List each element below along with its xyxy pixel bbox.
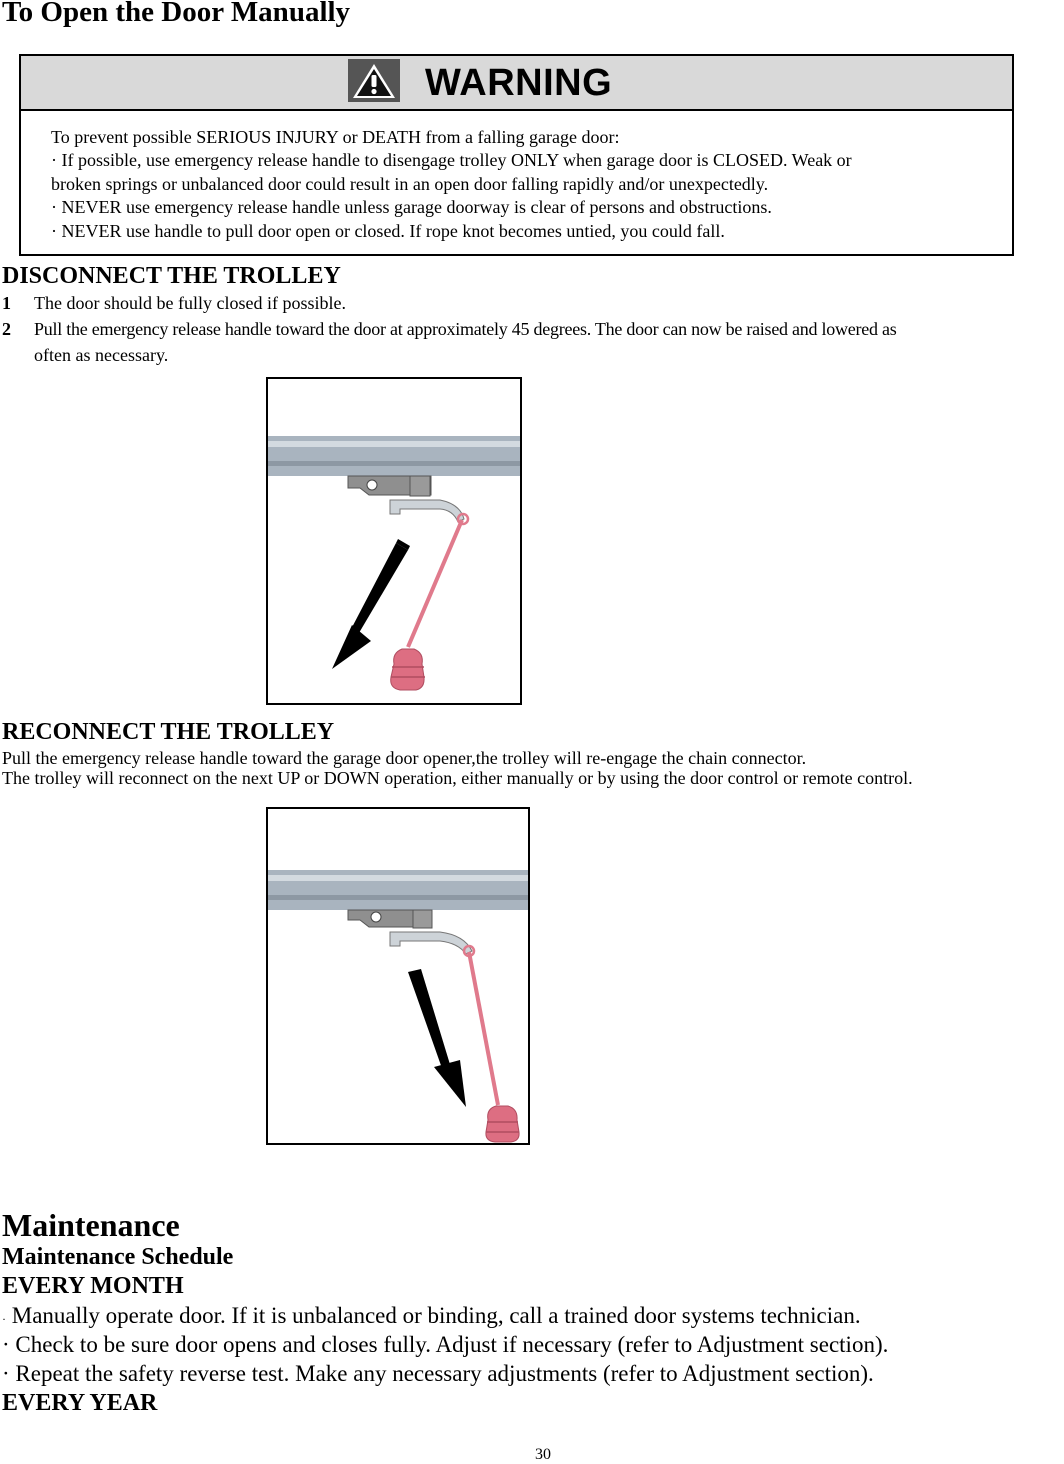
warning-line: · NEVER use emergency release handle unless garage doorway is clear of persons and obstructions. (51, 197, 772, 218)
reconnect-line: The trolley will reconnect on the next UP or DOWN operation, either manually or by using the door control or remote control. (2, 768, 913, 788)
step-2 (2, 319, 1064, 343)
warning-line: · If possible, use emergency release handle to disengage trolley ONLY when garage door is CLOSED. Weak or (51, 150, 852, 171)
page-number: 30 (535, 1446, 551, 1463)
list-item-text: Repeat the safety reverse test. Make any necessary adjustments (refer to Adjustment section). (9, 1361, 874, 1386)
step-text: The door should be fully closed if possible. (34, 293, 346, 313)
step-number: 1 (2, 293, 11, 313)
disconnect-heading: DISCONNECT THE TROLLEY (2, 263, 341, 289)
maintenance-schedule-heading: Maintenance Schedule (2, 1244, 234, 1270)
warning-box (19, 54, 1014, 256)
step-1 (2, 293, 1064, 317)
bullet: · (2, 1361, 10, 1386)
bullet: · (2, 1312, 6, 1326)
list-item (2, 1361, 874, 1387)
warning-header (21, 56, 1012, 111)
every-year-heading: EVERY YEAR (2, 1390, 158, 1416)
maintenance-heading: Maintenance (2, 1207, 180, 1243)
reconnect-line: Pull the emergency release handle toward the garage door opener,the trolley will re-engage the chain connector. (2, 748, 807, 768)
bullet: · (2, 1332, 10, 1357)
reconnect-illustration (266, 807, 530, 1145)
list-item-text: Check to be sure door opens and closes fully. Adjust if necessary (refer to Adjustment section). (9, 1332, 889, 1357)
list-item (2, 1332, 888, 1358)
reconnect-heading: RECONNECT THE TROLLEY (2, 719, 335, 745)
every-month-heading: EVERY MONTH (2, 1273, 184, 1299)
page-title: To Open the Door Manually (2, 0, 351, 28)
warning-title: WARNING (425, 62, 613, 104)
disconnect-illustration (266, 377, 522, 705)
step-number: 2 (2, 319, 11, 339)
list-item (2, 1303, 861, 1329)
warning-text (51, 126, 1001, 243)
list-item-text: Manually operate door. If it is unbalanced or binding, call a trained door systems technician. (6, 1303, 861, 1328)
step-text: Pull the emergency release handle toward the door at approximately 45 degrees. The door can now be raised and lowered as (34, 319, 897, 339)
warning-line: · NEVER use handle to pull door open or closed. If rope knot becomes untied, you could fall. (51, 220, 725, 241)
warning-line: broken springs or unbalanced door could result in an open door falling rapidly and/or unexpectedly. (51, 173, 769, 194)
warning-triangle-icon (348, 59, 400, 102)
warning-line: To prevent possible SERIOUS INJURY or DEATH from a falling garage door: (51, 127, 620, 147)
step-2-continuation: often as necessary. (34, 345, 169, 365)
